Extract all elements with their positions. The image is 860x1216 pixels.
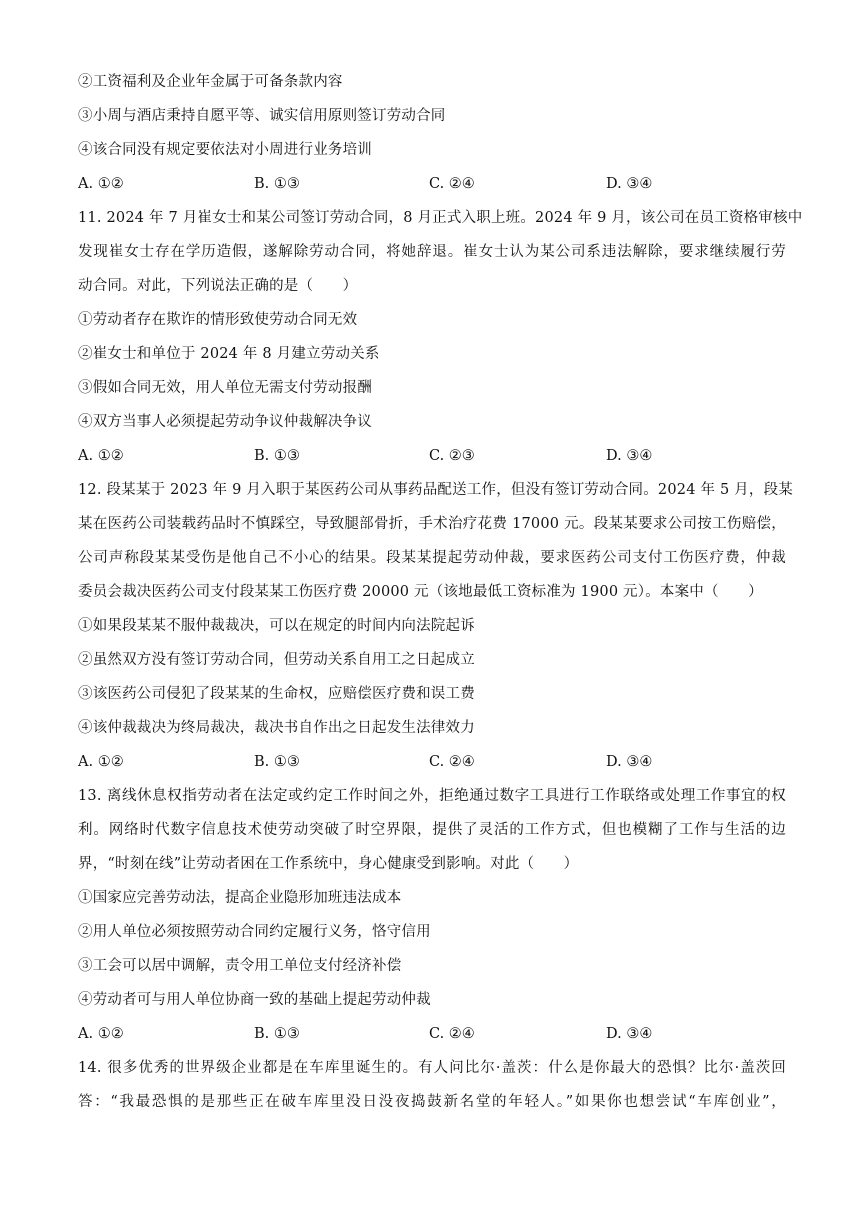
q12-stem-line-2: 某在医药公司装载药品时不慎踩空，导致腿部骨折，手术治疗花费 17000 元。段某某要求公司按工伤赔偿， (78, 516, 786, 532)
q12-stem-line-3: 公司声称段某某受伤是他自己不小心的结果。段某某提起劳动仲裁，要求医药公司支付工伤医疗费，仲裁 (78, 550, 786, 566)
q13-stem-line-1: 13. 离线休息权指劳动者在法定或约定工作时间之外，拒绝通过数字工具进行工作联络或处理工作事宜的权 (78, 788, 786, 804)
q11-option-a: A. ①② (78, 448, 124, 464)
q13-item-3: ③工会可以居中调解，责令用工单位支付经济补偿 (78, 958, 402, 974)
q11-item-2: ②崔女士和单位于 2024 年 8 月建立劳动关系 (78, 346, 380, 362)
q10-option-d: D. ③④ (606, 176, 653, 192)
q11-option-c: C. ②③ (429, 448, 475, 464)
q13-option-d: D. ③④ (606, 1026, 653, 1042)
q11-option-d: D. ③④ (606, 448, 653, 464)
q13-item-4: ④劳动者可与用人单位协商一致的基础上提起劳动仲裁 (78, 992, 431, 1008)
q13-stem-line-3: 界，“时刻在线”让劳动者困在工作系统中，身心健康受到影响。对此（ ） (78, 856, 579, 872)
q12-item-4: ④该仲裁裁决为终局裁决，裁决书自作出之日起发生法律效力 (78, 720, 475, 736)
q13-option-b: B. ①③ (254, 1026, 300, 1042)
q11-stem-line-1: 11. 2024 年 7 月崔女士和某公司签订劳动合同，8 月正式入职上班。2024 年 9 月，该公司在员工资格审核中 (78, 210, 803, 226)
q13-item-2: ②用人单位必须按照劳动合同约定履行义务，恪守信用 (78, 924, 431, 940)
q13-stem-line-2: 利。网络时代数字信息技术使劳动突破了时空界限，提供了灵活的工作方式，但也模糊了工作与生活的边 (78, 822, 786, 838)
q11-option-b: B. ①③ (254, 448, 300, 464)
q12-stem-line-1: 12. 段某某于 2023 年 9 月入职于某医药公司从事药品配送工作，但没有签订劳动合同。2024 年 5 月，段某 (78, 482, 793, 498)
q11-options (78, 446, 786, 466)
q12-option-a: A. ①② (78, 754, 124, 770)
q14-stem-line-1: 14. 很多优秀的世界级企业都是在车库里诞生的。有人问比尔·盖茨：什么是你最大的恐惧？比尔·盖茨回 (78, 1060, 786, 1076)
q12-stem-line-4: 委员会裁决医药公司支付段某某工伤医疗费 20000 元（该地最低工资标准为 1900 元）。本案中（ ） (78, 584, 763, 600)
q10-option-a: A. ①② (78, 176, 124, 192)
q11-stem-line-3: 动合同。对此，下列说法正确的是（ ） (78, 278, 358, 294)
q10-option-b: B. ①③ (254, 176, 300, 192)
q12-options (78, 752, 786, 772)
q12-item-2: ②虽然双方没有签订劳动合同，但劳动关系自用工之日起成立 (78, 652, 475, 668)
q14-stem-line-2: 答：“我最恐惧的是那些正在破车库里没日没夜捣鼓新名堂的年轻人。”如果你也想尝试“车库创业”， (78, 1094, 786, 1110)
q11-item-1: ①劳动者存在欺诈的情形致使劳动合同无效 (78, 312, 358, 328)
q10-item-2: ②工资福利及企业年金属于可备条款内容 (78, 74, 343, 90)
q13-options (78, 1024, 786, 1044)
q13-option-c: C. ②④ (429, 1026, 475, 1042)
q11-stem-line-2: 发现崔女士存在学历造假，遂解除劳动合同，将她辞退。崔女士认为某公司系违法解除，要求继续履行劳 (78, 244, 786, 260)
q13-item-1: ①国家应完善劳动法，提高企业隐形加班违法成本 (78, 890, 402, 906)
q12-option-c: C. ②④ (429, 754, 475, 770)
q11-item-4: ④双方当事人必须提起劳动争议仲裁解决争议 (78, 414, 372, 430)
q12-item-3: ③该医药公司侵犯了段某某的生命权，应赔偿医疗费和误工费 (78, 686, 475, 702)
q13-option-a: A. ①② (78, 1026, 124, 1042)
q12-option-d: D. ③④ (606, 754, 653, 770)
q10-option-c: C. ②④ (429, 176, 475, 192)
q10-item-4: ④该合同没有规定要依法对小周进行业务培训 (78, 142, 372, 158)
q10-options (78, 174, 786, 194)
q12-option-b: B. ①③ (254, 754, 300, 770)
q12-item-1: ①如果段某某不服仲裁裁决，可以在规定的时间内向法院起诉 (78, 618, 475, 634)
q10-item-3: ③小周与酒店秉持自愿平等、诚实信用原则签订劳动合同 (78, 108, 446, 124)
q11-item-3: ③假如合同无效，用人单位无需支付劳动报酬 (78, 380, 372, 396)
